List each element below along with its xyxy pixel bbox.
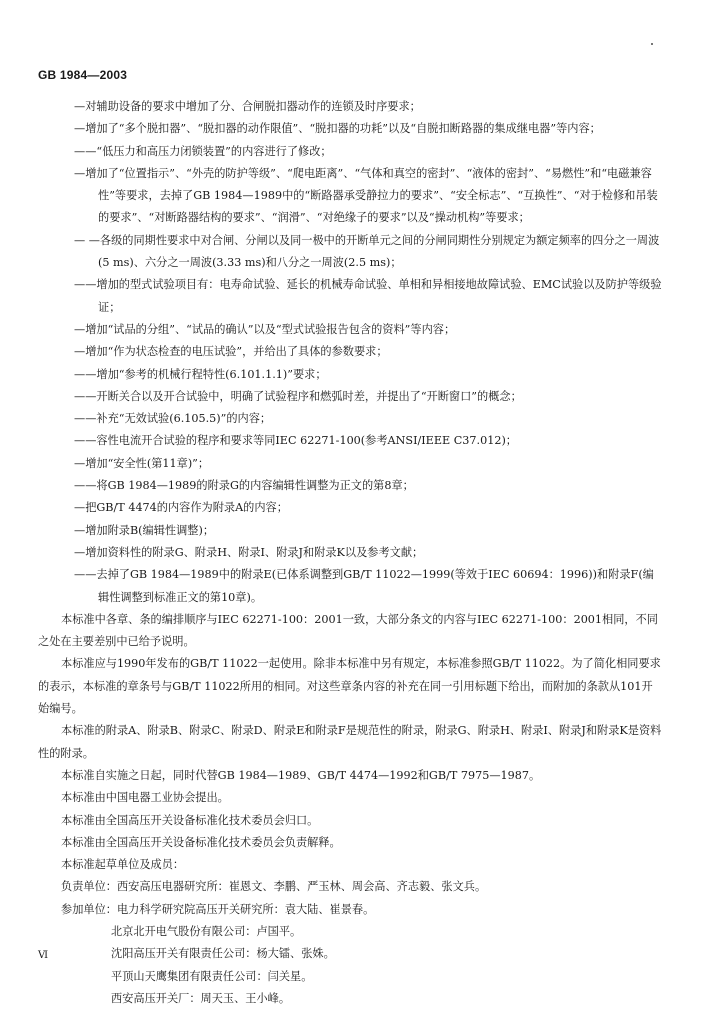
paragraph: 本标准的附录A、附录B、附录C、附录D、附录E和附录F是规范性的附录，附录G、附录H、附录I、附录J和附录K是资料性的附录。 [38, 724, 662, 760]
change-item: ——“低压力和高压力闭锁装置”的内容进行了修改； [74, 144, 332, 158]
change-item: —增加“作为状态检查的电压试验”，并给出了具体的参数要求； [74, 345, 388, 359]
participant: 沈阳高压开关有限责任公司：杨大镭、张姝。 [111, 947, 335, 961]
change-item: ——开断关合以及开合试验中，明确了试验程序和燃弧时差，并提出了“开断窗口”的概念； [74, 389, 522, 403]
document-body [38, 96, 663, 1010]
change-item: ——去掉了GB 1984—1989中的附录E(已体系调整到GB/T 11022—1999(等效于IEC 60694：1996))和附录F(编辑性调整到标准正文的第10章)。 [74, 568, 654, 604]
participant: 西安高压开关厂：周天玉、王小峰。 [111, 991, 291, 1005]
scan-speck [651, 43, 653, 45]
paragraph: 本标准由中国电器工业协会提出。 [61, 791, 229, 805]
page-number: Ⅵ [38, 950, 49, 961]
paragraph: 本标准由全国高压开关设备标准化技术委员会归口。 [61, 813, 319, 827]
change-item: ——将GB 1984—1989的附录G的内容编辑性调整为正文的第8章； [74, 479, 414, 493]
paragraph: 本标准应与1990年发布的GB/T 11022一起使用。除非本标准中另有规定，本标准参照GB/T 11022。为了简化相同要求的表示，本标准的章条号与GB/T 11022所用的相同。对这些章条内容的补充在同一引用标题下给出，而附加的条款从101开始编号。 [38, 657, 661, 716]
standard-header: GB 1984—2003 [38, 68, 128, 82]
participating-unit: 参加单位：电力科学研究院高压开关研究所：袁大陆、崔景春。 [61, 902, 375, 916]
change-item: ——增加的型式试验项目有：电寿命试验、延长的机械寿命试验、单相和异相接地故障试验、EMC试验以及防护等级验证； [74, 278, 662, 314]
change-item: ——容性电流开合试验的程序和要求等同IEC 62271-100(参考ANSI/IEEE C37.012)； [74, 434, 517, 448]
change-item: —增加资料性的附录G、附录H、附录I、附录J和附录K以及参考文献； [74, 545, 424, 559]
responsible-unit: 负责单位：西安高压电器研究所：崔恩文、李鹏、严玉林、周会高、齐志毅、张文兵。 [61, 880, 487, 894]
change-item: —增加了“位置指示”、“外壳的防护等级”、“爬电距离”、“气体和真空的密封”、“液体的密封”、“易燃性”和“电磁兼容性”等要求，去掉了GB 1984—1989中的“断路器承受静拉力的要求”、“安全标志”、“互换性”、“对于检修和吊装的要求”、“对断路器结构的要求”、“润滑”、“对绝缘子的要求”以及“操动机构”等要求； [74, 166, 658, 225]
change-item: —增加了“多个脱扣器”、“脱扣器的动作限值”、“脱扣器的功耗”以及“自脱扣断路器的集成继电器”等内容； [74, 122, 601, 136]
change-item: — —各级的同期性要求中对合闸、分闸以及同一极中的开断单元之间的分闸同期性分别规定为额定频率的四分之一周波(5 ms)、六分之一周波(3.33 ms)和八分之一周波(2.5 ms)； [74, 233, 660, 270]
change-item: —增加“试品的分组”、“试品的确认”以及“型式试验报告包含的资料”等内容； [74, 322, 456, 336]
change-item: ——增加“参考的机械行程特性(6.101.1.1)”要求； [74, 367, 327, 381]
paragraph: 本标准自实施之日起，同时代替GB 1984—1989、GB/T 4474—1992和GB/T 7975—1987。 [61, 768, 541, 782]
participant: 平顶山天鹰集团有限责任公司：闫关星。 [111, 969, 313, 983]
paragraph: 本标准中各章、条的编排顺序与IEC 62271-100：2001一致，大部分条文的内容与IEC 62271-100：2001相同，不同之处在主要差别中已给予说明。 [38, 612, 658, 649]
change-item: ——补充“无效试验(6.105.5)”的内容； [74, 412, 272, 426]
paragraph: 本标准起草单位及成员： [61, 858, 185, 872]
paragraph: 本标准由全国高压开关设备标准化技术委员会负责解释。 [61, 835, 341, 849]
change-item: —对辅助设备的要求中增加了分、合闸脱扣器动作的连锁及时序要求； [74, 100, 421, 113]
participant: 北京北开电气股份有限公司：卢国平。 [111, 924, 302, 938]
change-item: —增加附录B(编辑性调整)； [74, 523, 215, 537]
change-item: —增加“安全性(第11章)”； [74, 456, 210, 470]
change-item: —把GB/T 4474的内容作为附录A的内容； [74, 501, 288, 515]
change-list [38, 96, 663, 609]
